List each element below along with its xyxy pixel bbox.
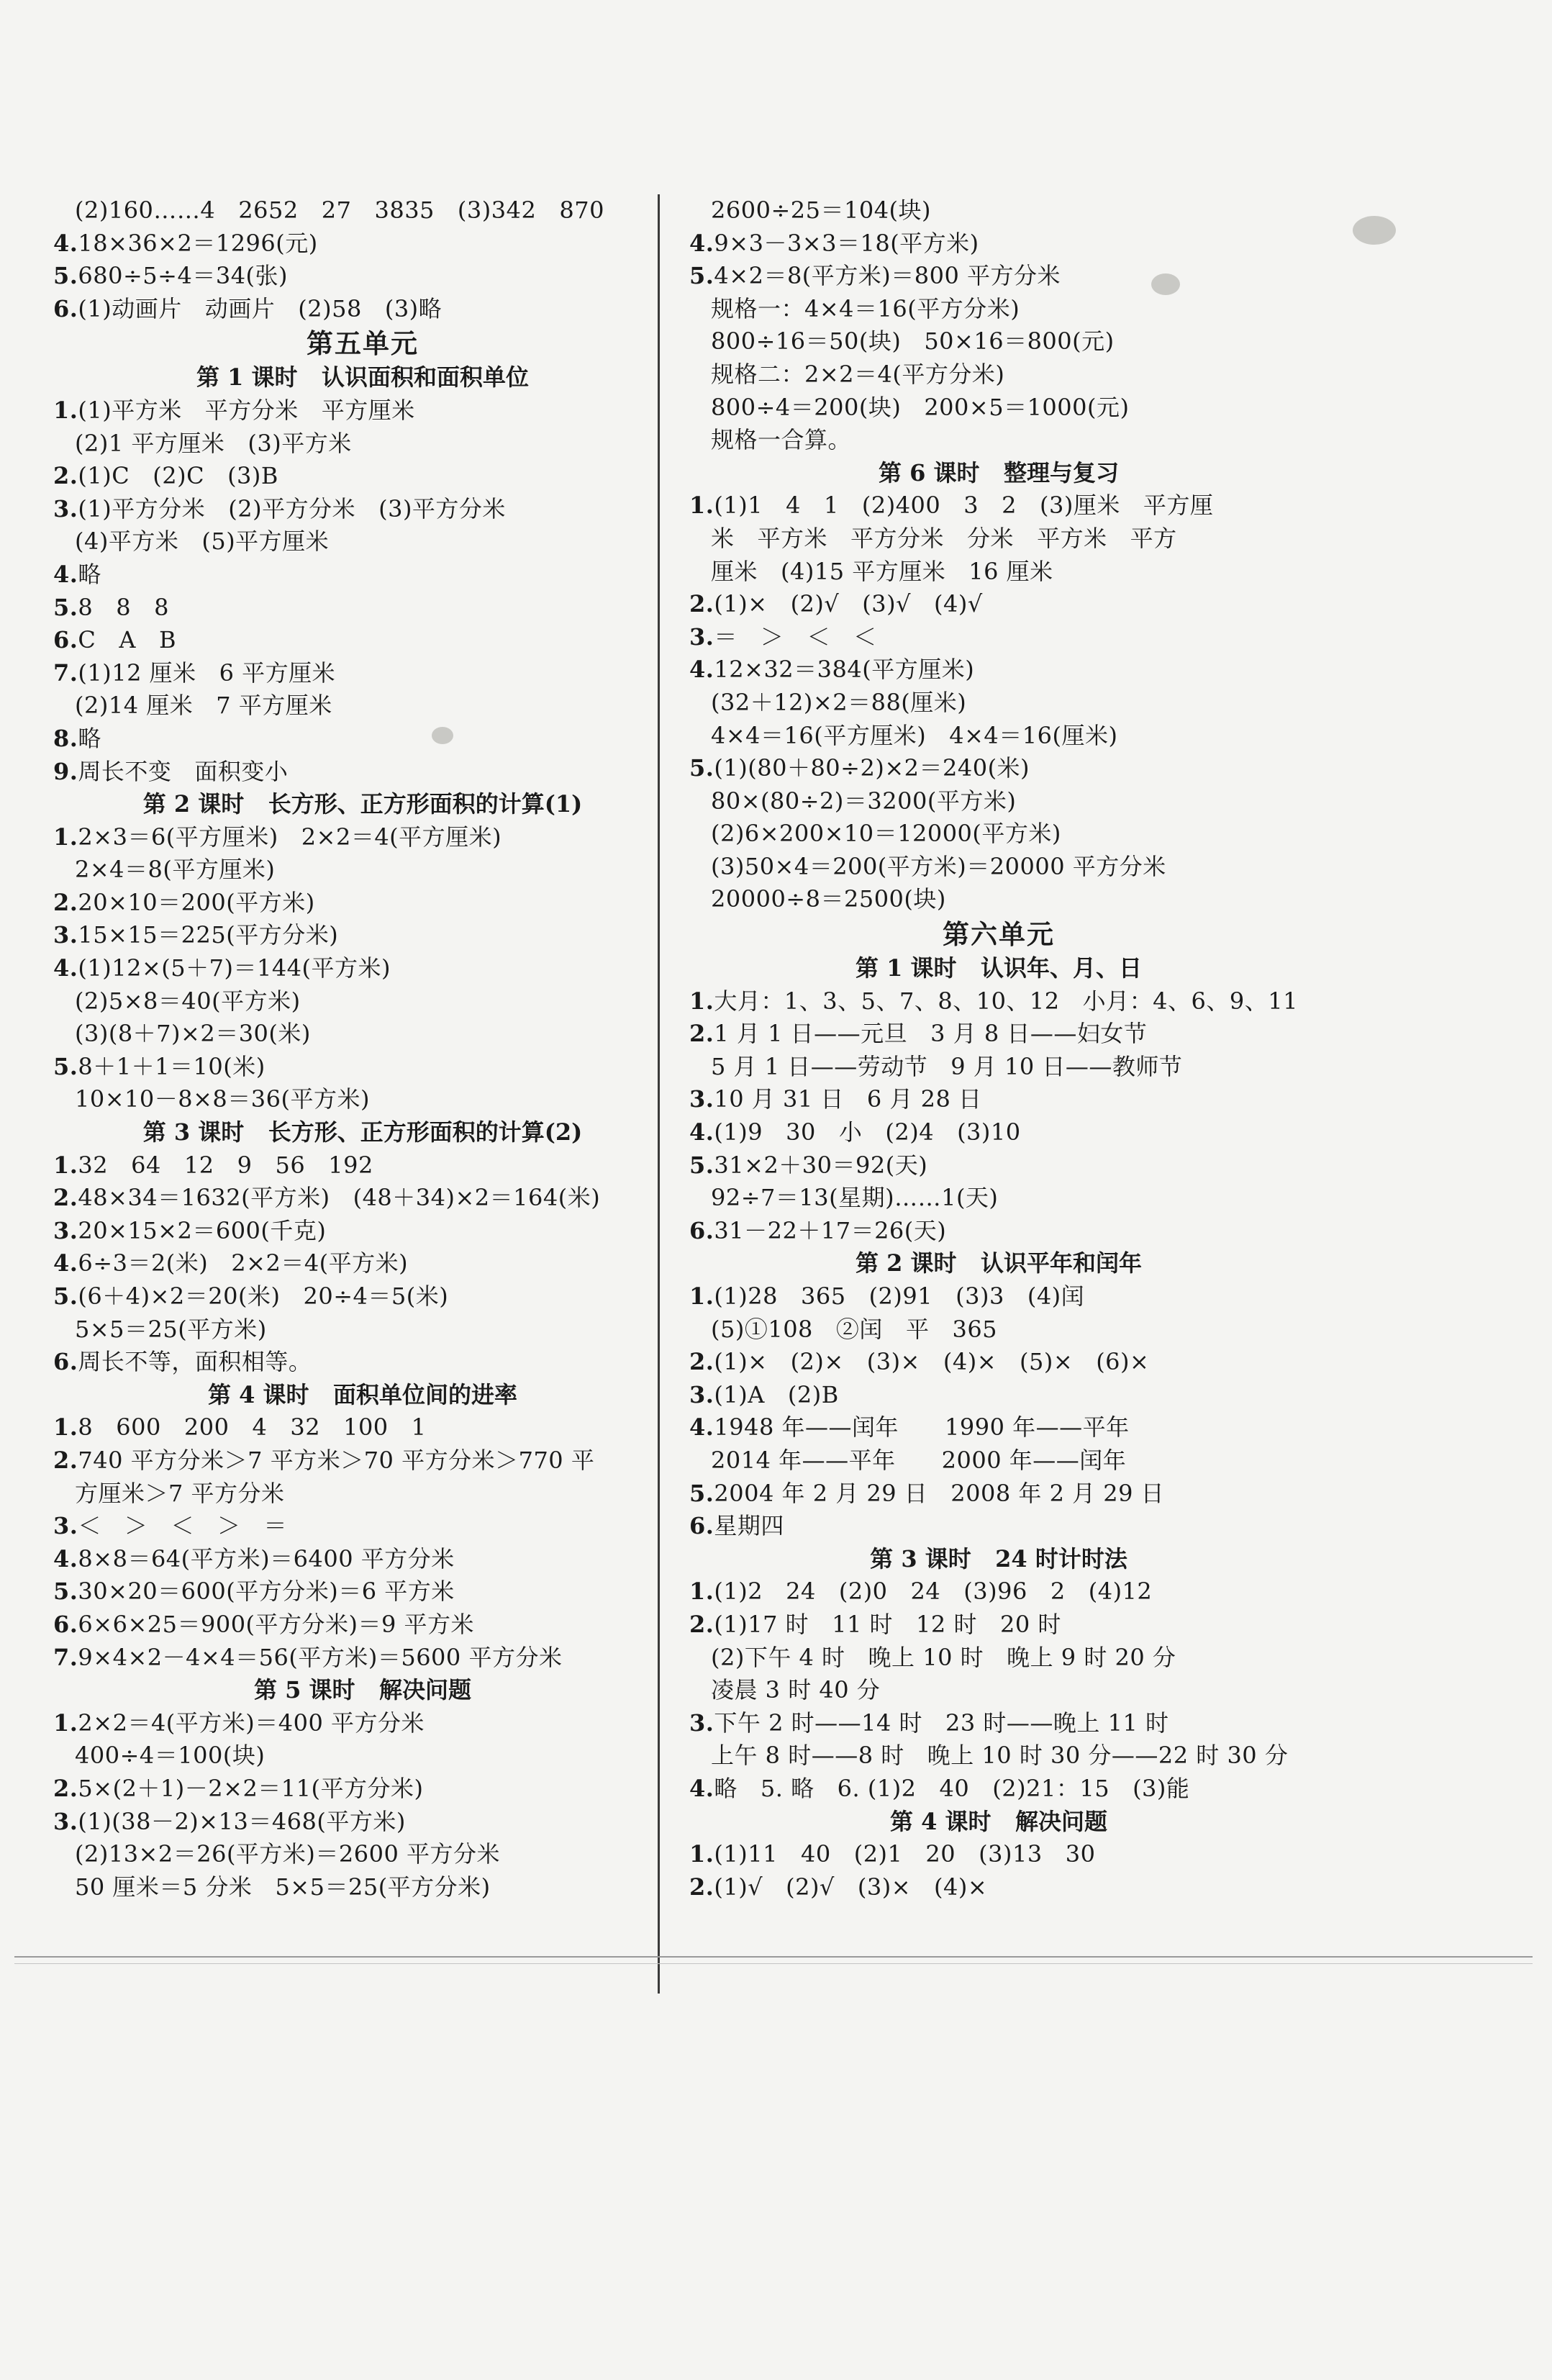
answer-text: 2×4＝8(平方厘米) <box>75 856 276 884</box>
bottom-rule-secondary <box>14 1963 1533 1964</box>
question-number: 5. <box>53 1052 78 1080</box>
answer-text: 规格一合算。 <box>711 426 852 454</box>
answer-text: 2×2＝4(平方米)＝400 平方分米 <box>78 1709 425 1737</box>
answer-text: 8×8＝64(平方米)＝6400 平方分米 <box>78 1544 455 1573</box>
lesson-heading: 第 3 课时 24 时计时法 <box>870 1544 1127 1573</box>
answer-line <box>53 887 672 920</box>
answer-line <box>689 1411 1308 1444</box>
question-number: 2. <box>689 1348 714 1376</box>
question-number: 2. <box>53 888 78 916</box>
answer-line <box>53 1149 672 1182</box>
answer-text: (32＋12)×2＝88(厘米) <box>711 688 967 716</box>
lesson-heading: 第 6 课时 整理与复习 <box>879 458 1119 487</box>
answer-text: 31×2＋30＝92(天) <box>714 1151 928 1179</box>
question-number: 4. <box>53 560 78 588</box>
answer-line <box>689 1674 1308 1707</box>
answer-text: 9×4×2－4×4＝56(平方米)＝5600 平方分米 <box>78 1643 563 1671</box>
lesson-heading: 第 1 课时 认识面积和面积单位 <box>196 363 529 392</box>
answer-line <box>53 854 672 887</box>
answer-line <box>689 883 1308 916</box>
answer-text: 2014 年——平年 2000 年——闰年 <box>711 1446 1127 1474</box>
answer-text: 680÷5÷4＝34(张) <box>78 262 289 290</box>
answer-text: 8 600 200 4 32 100 1 <box>78 1413 427 1442</box>
answer-line <box>689 227 1308 261</box>
question-number: 5. <box>689 754 714 782</box>
answer-line <box>689 621 1308 654</box>
question-number: 2. <box>689 590 714 618</box>
answer-text: 10 月 31 日 6 月 28 日 <box>714 1085 982 1113</box>
answer-text: 规格二：2×2＝4(平方分米) <box>711 360 1005 388</box>
answer-text: 15×15＝225(平方分米) <box>78 921 339 949</box>
answer-text: (2)14 厘米 7 平方厘米 <box>75 692 332 720</box>
answer-text: 740 平方分米＞7 平方米＞70 平方分米＞770 平 <box>78 1446 595 1474</box>
answer-line <box>53 558 672 592</box>
question-number: 4. <box>689 1413 714 1442</box>
left-column <box>53 194 672 1904</box>
answer-text: 50 厘米＝5 分米 5×5＝25(平方分米) <box>75 1873 491 1901</box>
answer-line <box>689 392 1308 425</box>
answer-text: (2)1 平方厘米 (3)平方米 <box>75 429 352 457</box>
question-number: 5. <box>53 262 78 290</box>
answer-line <box>53 1247 672 1280</box>
answer-text: (2)6×200×10＝12000(平方米) <box>711 820 1061 848</box>
answer-text: (1)2 24 (2)0 24 (3)96 2 (4)12 <box>714 1578 1153 1606</box>
answer-text: 8＋1＋1＝10(米) <box>78 1052 266 1080</box>
question-number: 1. <box>689 1578 714 1606</box>
answer-line <box>689 1182 1308 1215</box>
question-number: 6. <box>53 626 78 654</box>
answer-text: (2)下午 4 时 晚上 10 时 晚上 9 时 20 分 <box>711 1643 1176 1671</box>
answer-text: 略 <box>78 560 101 588</box>
answer-line <box>689 1379 1308 1412</box>
answer-line <box>689 985 1308 1018</box>
lesson-heading: 第 1 课时 认识年、月、日 <box>856 954 1142 982</box>
answer-text: 12×32＝384(平方厘米) <box>714 656 975 684</box>
answer-line <box>53 1510 672 1543</box>
answer-line <box>689 1739 1308 1773</box>
answer-text: 略 5. 略 6. (1)2 40 (2)21：15 (3)能 <box>714 1774 1190 1802</box>
lesson-heading: 第 2 课时 长方形、正方形面积的计算(1) <box>142 790 583 818</box>
answer-text: 5×5＝25(平方米) <box>75 1315 267 1343</box>
answer-text: 厘米 (4)15 平方厘米 16 厘米 <box>711 557 1053 585</box>
answer-text: 4×4＝16(平方厘米) 4×4＝16(厘米) <box>711 721 1118 749</box>
answer-line <box>53 1182 672 1215</box>
answer-text: (1)× (2)× (3)× (4)× (5)× (6)× <box>714 1348 1150 1376</box>
answer-line <box>53 1806 672 1839</box>
question-number: 4. <box>53 1544 78 1573</box>
question-number: 4. <box>689 1774 714 1802</box>
question-number: 6. <box>689 1512 714 1540</box>
answer-text: 80×(80÷2)＝3200(平方米) <box>711 787 1017 815</box>
answer-line <box>53 657 672 690</box>
answer-text: 2600÷25＝104(块) <box>711 196 932 224</box>
answer-line <box>689 260 1308 293</box>
answer-text: (5)①108 ②闰 平 365 <box>711 1315 998 1343</box>
question-number: 3. <box>53 1216 78 1244</box>
lesson-heading: 第 2 课时 认识平年和闰年 <box>856 1249 1142 1277</box>
answer-text: 6÷3＝2(米) 2×2＝4(平方米) <box>78 1249 409 1277</box>
answer-text: 星期四 <box>714 1512 784 1540</box>
answer-text: (1)28 365 (2)91 (3)3 (4)闰 <box>714 1282 1085 1310</box>
question-number: 5. <box>53 593 78 621</box>
lesson-heading: 第 4 课时 面积单位间的进率 <box>208 1380 517 1408</box>
question-number: 5. <box>689 1479 714 1507</box>
answer-text: 周长不等，面积相等。 <box>78 1348 312 1376</box>
answer-text: (1)平方米 平方分米 平方厘米 <box>78 396 415 424</box>
answer-text: (2)5×8＝40(平方米) <box>75 987 301 1015</box>
answer-line <box>53 460 672 493</box>
question-number: 4. <box>53 954 78 982</box>
answer-line <box>689 1149 1308 1182</box>
answer-line <box>689 1608 1308 1642</box>
answer-text: 8 8 8 <box>78 593 170 621</box>
answer-text: (1)C (2)C (3)B <box>78 462 278 490</box>
answer-text: 9×3－3×3＝18(平方米) <box>714 229 979 257</box>
answer-line <box>689 325 1308 358</box>
question-number: 1. <box>53 823 78 851</box>
answer-line <box>689 1051 1308 1084</box>
question-number: 1. <box>689 1282 714 1310</box>
answer-text: (3)(8＋7)×2＝30(米) <box>75 1020 311 1048</box>
question-number: 6. <box>689 1216 714 1244</box>
question-number: 2. <box>53 1446 78 1474</box>
answer-line <box>53 1083 672 1116</box>
answer-line <box>689 752 1308 785</box>
answer-text: 20000÷8＝2500(块) <box>711 885 946 913</box>
answer-line <box>53 1642 672 1675</box>
question-number: 4. <box>689 229 714 257</box>
question-number: 4. <box>689 656 714 684</box>
answer-line <box>53 293 672 326</box>
question-number: 2. <box>689 1610 714 1638</box>
answer-line <box>689 1215 1308 1248</box>
answer-line <box>53 1739 672 1773</box>
lesson-heading: 第 4 课时 解决问题 <box>890 1807 1107 1835</box>
answer-line <box>689 522 1308 556</box>
answer-text: C A B <box>78 626 177 654</box>
answer-line <box>689 1280 1308 1313</box>
lesson-heading: 第 3 课时 长方形、正方形面积的计算(2) <box>142 1118 583 1146</box>
answer-line <box>53 985 672 1018</box>
answer-text: 下午 2 时——14 时 23 时——晚上 11 时 <box>714 1709 1169 1737</box>
question-number: 3. <box>689 623 714 651</box>
answer-text: 20×10＝200(平方米) <box>78 888 315 916</box>
question-number: 7. <box>53 659 78 687</box>
answer-text: 凌晨 3 时 40 分 <box>711 1676 881 1704</box>
answer-line <box>53 756 672 789</box>
question-number: 1. <box>53 1151 78 1179</box>
answer-text: 10×10－8×8＝36(平方米) <box>75 1085 370 1113</box>
answer-line <box>53 624 672 657</box>
question-number: 2. <box>53 1774 78 1802</box>
answer-line <box>689 851 1308 884</box>
answer-text: (1)9 30 小 (2)4 (3)10 <box>714 1118 1021 1146</box>
answer-text: 30×20＝600(平方分米)＝6 平方米 <box>78 1578 455 1606</box>
answer-line <box>689 653 1308 687</box>
answer-line <box>53 1478 672 1511</box>
answer-text: (1)A (2)B <box>714 1380 839 1408</box>
answer-line <box>53 493 672 526</box>
answer-line <box>689 1773 1308 1806</box>
question-number: 3. <box>53 494 78 522</box>
answer-line <box>689 1313 1308 1347</box>
answer-text: (1)12×(5＋7)＝144(平方米) <box>78 954 391 982</box>
answer-text: (2)160……4 2652 27 3835 (3)342 870 <box>75 196 604 224</box>
question-number: 3. <box>689 1380 714 1408</box>
question-number: 1. <box>689 492 714 520</box>
question-number: 3. <box>53 1807 78 1835</box>
question-number: 1. <box>53 396 78 424</box>
question-number: 4. <box>689 1118 714 1146</box>
answer-text: (1)(80＋80÷2)×2＝240(米) <box>714 754 1030 782</box>
question-number: 3. <box>53 1512 78 1540</box>
scan-speck <box>1353 216 1396 245</box>
answer-text: (1)11 40 (2)1 20 (3)13 30 <box>714 1840 1096 1868</box>
question-number: 3. <box>689 1709 714 1737</box>
question-number: 1. <box>689 987 714 1015</box>
question-number: 6. <box>53 294 78 322</box>
answer-line <box>689 1116 1308 1149</box>
answer-line <box>53 1608 672 1642</box>
answer-line <box>689 1575 1308 1608</box>
question-number: 3. <box>53 921 78 949</box>
answer-text: 5 月 1 日——劳动节 9 月 10 日——教师节 <box>711 1052 1183 1080</box>
question-number: 2. <box>53 462 78 490</box>
answer-text: 上午 8 时——8 时 晚上 10 时 30 分——22 时 30 分 <box>711 1742 1289 1770</box>
question-number: 5. <box>53 1578 78 1606</box>
answer-line <box>53 1313 672 1347</box>
answer-line <box>689 556 1308 589</box>
question-number: 4. <box>53 229 78 257</box>
answer-line <box>689 1707 1308 1740</box>
answer-text: 400÷4＝100(块) <box>75 1742 266 1770</box>
question-number: 2. <box>689 1873 714 1901</box>
right-column <box>689 194 1308 1904</box>
unit-heading: 第五单元 <box>307 327 419 360</box>
scan-speck <box>1151 273 1180 295</box>
question-number: 6. <box>53 1348 78 1376</box>
answer-line <box>53 1575 672 1608</box>
unit-heading: 第六单元 <box>943 918 1055 951</box>
answer-line <box>689 588 1308 621</box>
question-number: 3. <box>689 1085 714 1113</box>
answer-line <box>53 1346 672 1379</box>
answer-text: (1)(38－2)×13＝468(平方米) <box>78 1807 406 1835</box>
answer-text: 32 64 12 9 56 192 <box>78 1151 373 1179</box>
answer-text: (1)平方分米 (2)平方分米 (3)平方分米 <box>78 494 506 522</box>
lesson-heading: 第 5 课时 解决问题 <box>254 1676 471 1704</box>
answer-text: 31－22＋17＝26(天) <box>714 1216 947 1244</box>
answer-line <box>53 1280 672 1313</box>
answer-line <box>689 1478 1308 1511</box>
answer-line <box>689 720 1308 753</box>
answer-line <box>53 525 672 558</box>
answer-line <box>53 952 672 985</box>
answer-text: 800÷16＝50(块) 50×16＝800(元) <box>711 327 1115 356</box>
answer-text: (1)动画片 动画片 (2)58 (3)略 <box>78 294 443 322</box>
answer-text: 周长不变 面积变小 <box>78 757 289 785</box>
answer-text: 米 平方米 平方分米 分米 平方米 平方 <box>711 524 1177 552</box>
answer-text: 大月：1、3、5、7、8、10、12 小月：4、6、9、11 <box>714 987 1298 1015</box>
answer-line <box>689 489 1308 522</box>
question-number: 5. <box>53 1282 78 1310</box>
question-number: 6. <box>53 1610 78 1638</box>
answer-text: ＜ ＞ ＜ ＞ ＝ <box>78 1512 287 1540</box>
answer-line <box>689 194 1308 227</box>
answer-line <box>53 1215 672 1248</box>
answer-line <box>53 1707 672 1740</box>
answer-line <box>53 427 672 461</box>
question-number: 5. <box>689 262 714 290</box>
answer-line <box>53 1543 672 1576</box>
answer-line <box>689 358 1308 392</box>
answer-line <box>689 818 1308 851</box>
answer-text: (1)1 4 1 (2)400 3 2 (3)厘米 平方厘 <box>714 492 1214 520</box>
answer-line <box>53 1838 672 1871</box>
scan-speck <box>432 727 453 744</box>
answer-line <box>53 592 672 625</box>
question-number: 5. <box>689 1151 714 1179</box>
answer-text: 略 <box>78 724 101 752</box>
answer-line <box>53 394 672 427</box>
question-number: 2. <box>689 1020 714 1048</box>
answer-line <box>689 687 1308 720</box>
answer-text: (1)× (2)√ (3)√ (4)√ <box>714 590 983 618</box>
answer-line <box>689 424 1308 457</box>
answer-line <box>53 689 672 723</box>
question-number: 7. <box>53 1643 78 1671</box>
answer-line <box>53 1773 672 1806</box>
answer-text: ＝ ＞ ＜ ＜ <box>714 623 877 651</box>
answer-text: 18×36×2＝1296(元) <box>78 229 318 257</box>
question-number: 1. <box>53 1413 78 1442</box>
answer-text: (6＋4)×2＝20(米) 20÷4＝5(米) <box>78 1282 449 1310</box>
answer-line <box>53 919 672 952</box>
answer-line <box>53 1411 672 1444</box>
question-number: 9. <box>53 757 78 785</box>
answer-line <box>689 1838 1308 1871</box>
answer-text: 方厘米＞7 平方分米 <box>75 1479 285 1507</box>
answer-line <box>689 1642 1308 1675</box>
answer-text: 800÷4＝200(块) 200×5＝1000(元) <box>711 393 1130 421</box>
answer-line <box>689 1871 1308 1904</box>
answer-line <box>689 293 1308 326</box>
answer-text: (3)50×4＝200(平方米)＝20000 平方分米 <box>711 852 1166 880</box>
answer-text: (4)平方米 (5)平方厘米 <box>75 528 330 556</box>
answer-text: (1)17 时 11 时 12 时 20 时 <box>714 1610 1061 1638</box>
answer-line <box>53 723 672 756</box>
answer-line <box>53 260 672 293</box>
answer-line <box>689 785 1308 818</box>
answer-line <box>689 1018 1308 1051</box>
answer-line <box>53 194 672 227</box>
question-number: 4. <box>53 1249 78 1277</box>
answer-line <box>53 227 672 261</box>
answer-line <box>689 1444 1308 1478</box>
answer-text: (1)√ (2)√ (3)× (4)× <box>714 1873 988 1901</box>
answer-text: 5×(2＋1)－2×2＝11(平方分米) <box>78 1774 424 1802</box>
answer-text: 20×15×2＝600(千克) <box>78 1216 327 1244</box>
answer-text: 规格一：4×4＝16(平方分米) <box>711 294 1020 322</box>
answer-text: (2)13×2＝26(平方米)＝2600 平方分米 <box>75 1840 501 1868</box>
answer-text: (1)12 厘米 6 平方厘米 <box>78 659 336 687</box>
bottom-rule <box>14 1956 1533 1958</box>
answer-text: 1 月 1 日——元旦 3 月 8 日——妇女节 <box>714 1020 1148 1048</box>
answer-line <box>53 1444 672 1478</box>
answer-line <box>53 1018 672 1051</box>
answer-line <box>689 1346 1308 1379</box>
answer-line <box>53 1871 672 1904</box>
answer-line <box>53 821 672 854</box>
answer-text: 2×3＝6(平方厘米) 2×2＝4(平方厘米) <box>78 823 502 851</box>
answer-text: 4×2＝8(平方米)＝800 平方分米 <box>714 262 1061 290</box>
question-number: 1. <box>689 1840 714 1868</box>
question-number: 1. <box>53 1709 78 1737</box>
answer-text: 6×6×25＝900(平方分米)＝9 平方米 <box>78 1610 475 1638</box>
answer-line <box>689 1083 1308 1116</box>
question-number: 2. <box>53 1184 78 1212</box>
answer-line <box>689 1510 1308 1543</box>
question-number: 8. <box>53 724 78 752</box>
answer-text: 48×34＝1632(平方米) (48＋34)×2＝164(米) <box>78 1184 601 1212</box>
answer-text: 92÷7＝13(星期)……1(天) <box>711 1184 999 1212</box>
answer-text: 2004 年 2 月 29 日 2008 年 2 月 29 日 <box>714 1479 1165 1507</box>
answer-text: 1948 年——闰年 1990 年——平年 <box>714 1413 1130 1442</box>
answer-line <box>53 1051 672 1084</box>
